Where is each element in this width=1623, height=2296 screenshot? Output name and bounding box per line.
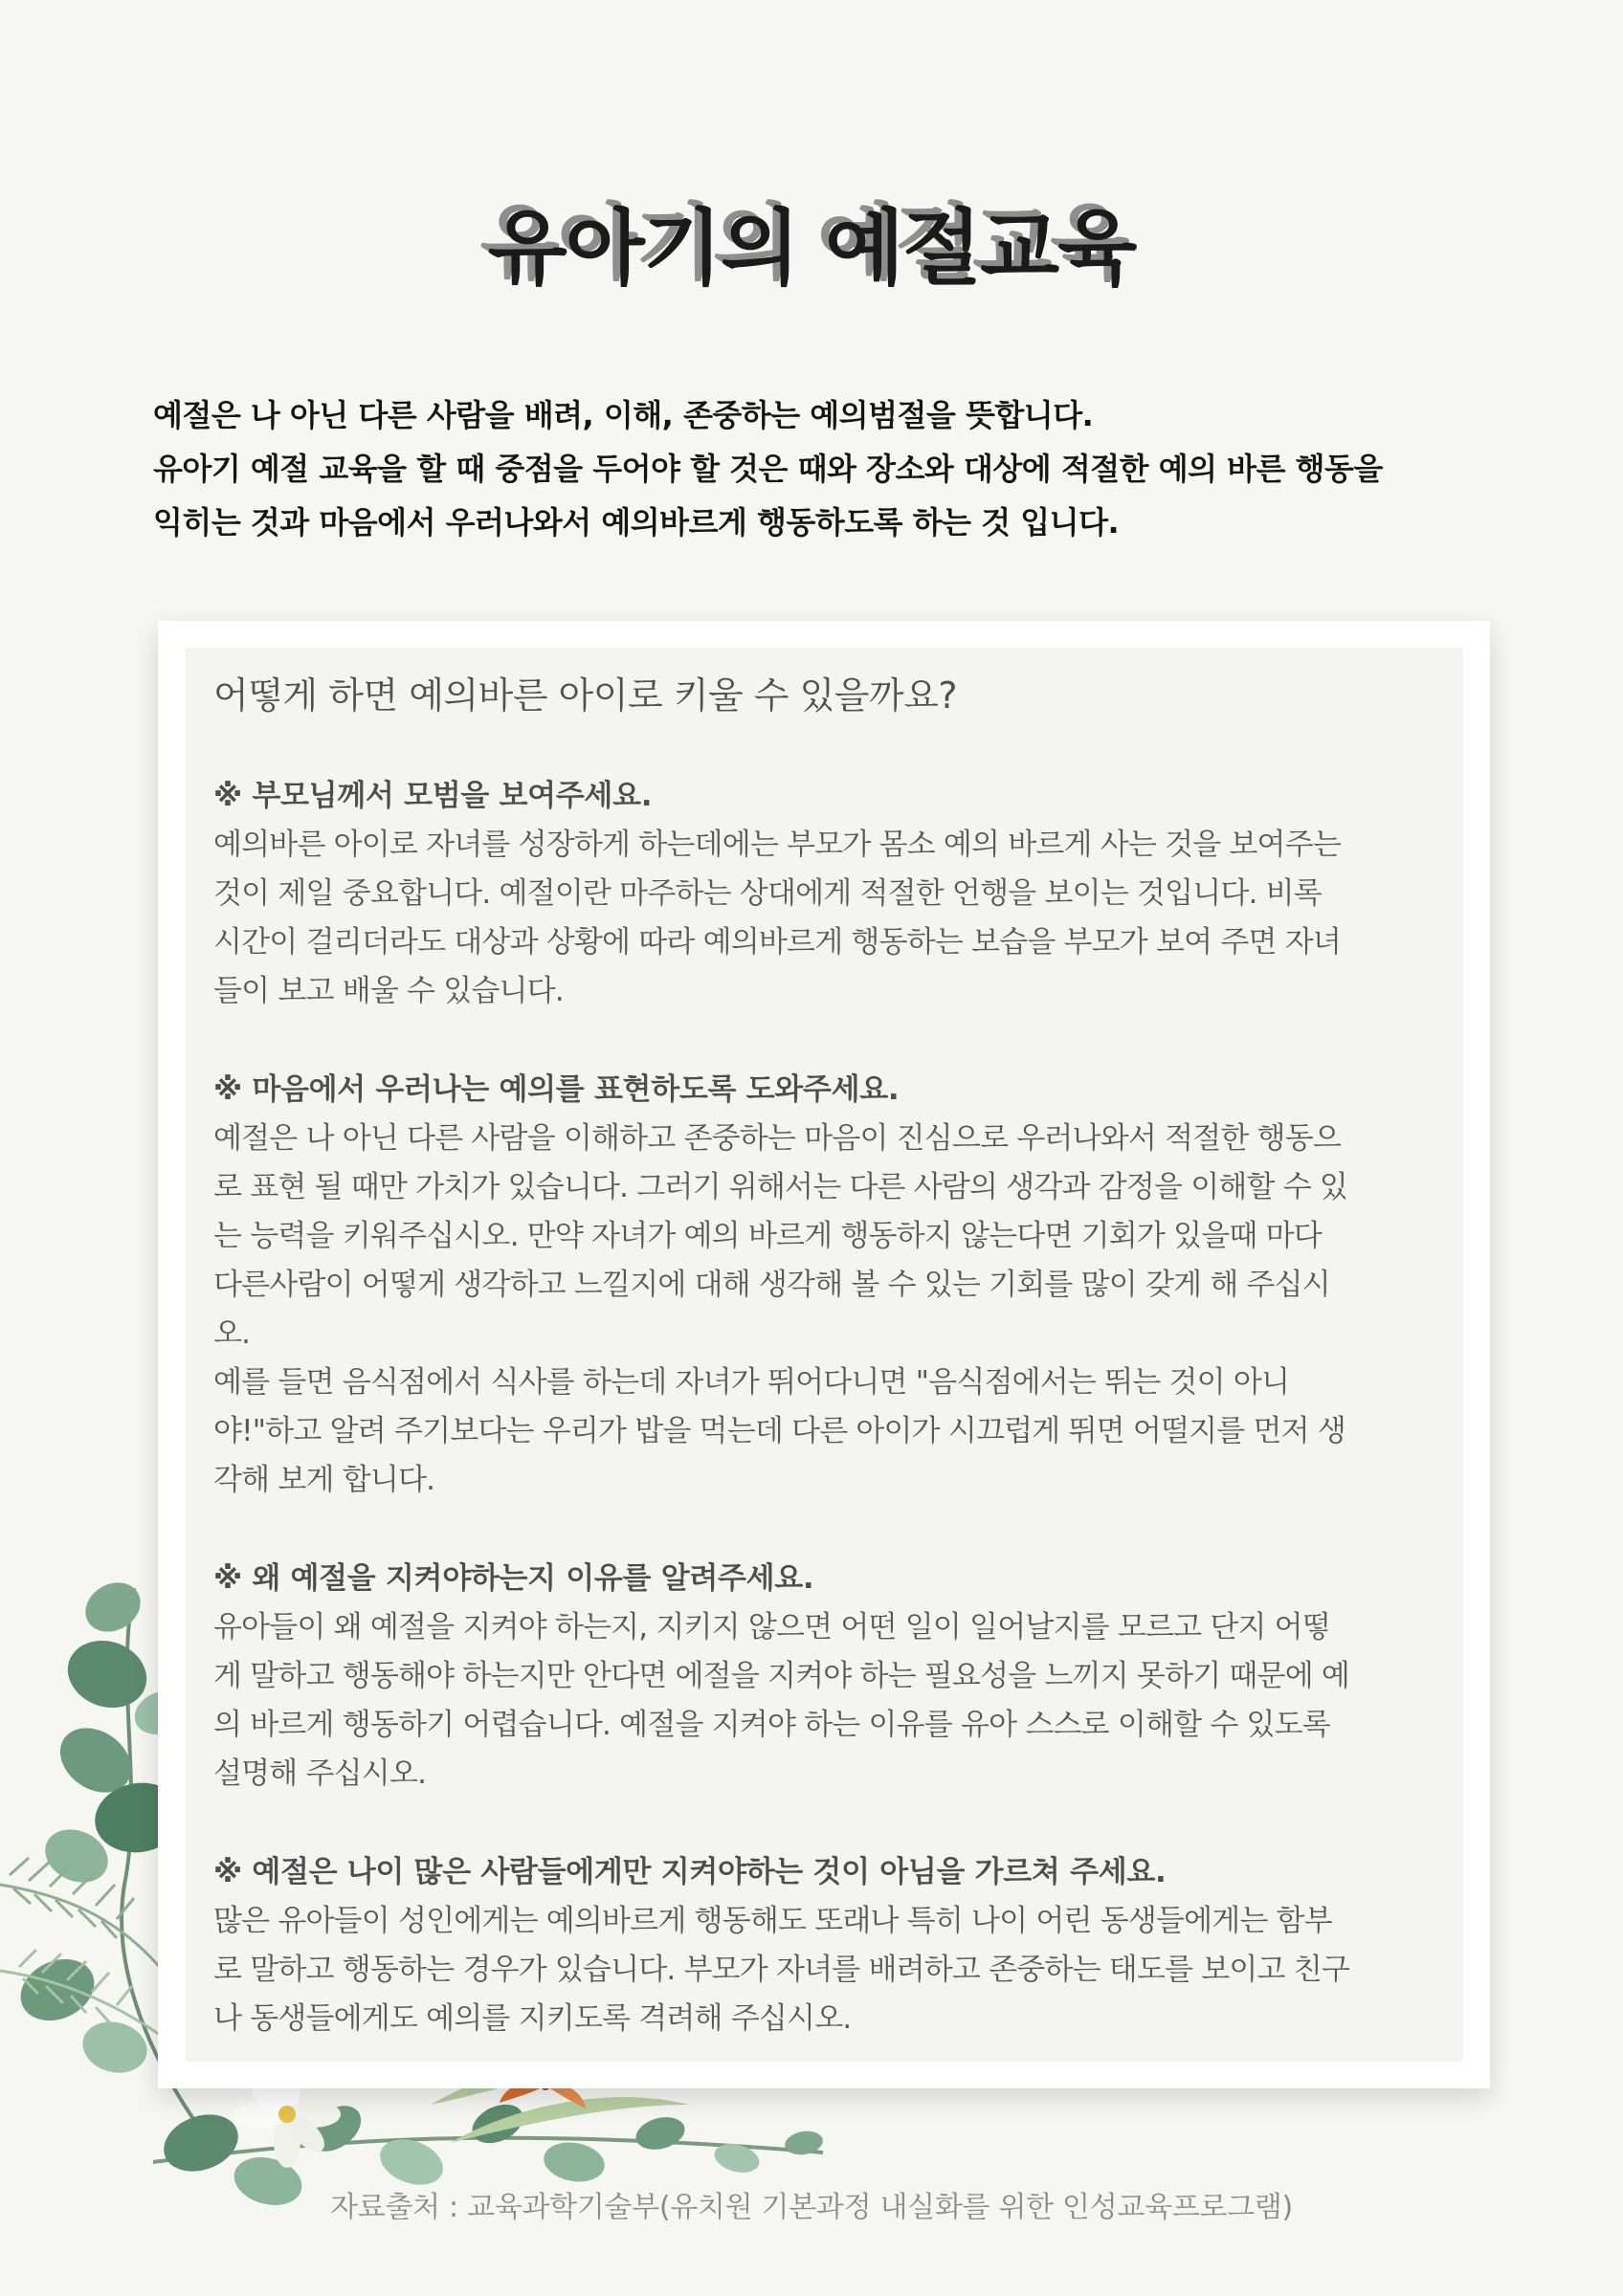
section-line: 예를 들면 음식점에서 식사를 하는데 자녀가 뛰어다니면 "음식점에서는 뛰는 것이 아니: [213, 1365, 1290, 1400]
source-footer: 자료출처 : 교육과학기술부(유치원 기본과정 내실화를 위한 인성교육프로그램): [330, 2191, 1293, 2224]
section-line: 는 능력을 키워주십시오. 만약 자녀가 예의 바르게 행동하지 않는다면 기회가 있을때 마다: [213, 1219, 1322, 1253]
section-line: 것이 제일 중요합니다. 예절이란 마주하는 상대에게 적절한 언행을 보이는 것입니다. 비록: [213, 876, 1322, 911]
intro-line: 익히는 것과 마음에서 우러나와서 예의바르게 행동하도록 하는 것 입니다.: [153, 504, 1120, 541]
section-line: 들이 보고 배울 수 있습니다.: [213, 974, 564, 1008]
section-line: 예절은 나 아닌 다른 사람을 이해하고 존중하는 마음이 진심으로 우러나와서 적절한 행동으: [213, 1121, 1341, 1156]
section-line: 설명해 주십시오.: [213, 1756, 427, 1791]
section-line: 시간이 걸리더라도 대상과 상황에 따라 예의바르게 행동하는 보습을 부모가 보여 주면 자녀: [213, 925, 1341, 960]
section-line: 게 말하고 행동해야 하는지만 안다면 에절을 지켜야 하는 필요성을 느끼지 못하기 때문에 예: [213, 1659, 1350, 1693]
card-heading: 어떻게 하면 예의바른 아이로 키울 수 있을까요?: [213, 674, 958, 717]
section-line: 오.: [213, 1316, 251, 1351]
section-line: 많은 유아들이 성인에게는 예의바르게 행동해도 또래나 특히 나이 어린 동생들에게는 함부: [213, 1904, 1332, 1938]
section-title: ※ 마음에서 우러나는 예의를 표현하도록 도와주세요.: [213, 1072, 900, 1107]
section-line: 유아들이 왜 예절을 지켜야 하는지, 지키지 않으면 어떤 일이 일어날지를 모르고 단지 어떻: [213, 1610, 1330, 1645]
section-line: 예의바른 아이로 자녀를 성장하게 하는데에는 부모가 몸소 예의 바르게 사는 것을 보여주는: [213, 828, 1341, 862]
intro-line: 예절은 나 아닌 다른 사람을 배려, 이해, 존중하는 예의범절을 뜻합니다.: [153, 397, 1094, 433]
section-line: 다른사람이 어떻게 생각하고 느낄지에 대해 생각해 볼 수 있는 기회를 많이 갖게 해 주십시: [213, 1268, 1330, 1302]
section-title: ※ 왜 예절을 지켜야하는지 이유를 알려주세요.: [213, 1561, 814, 1596]
intro-line: 유아기 예절 교육을 할 때 중점을 두어야 할 것은 때와 장소와 대상에 적절한 예의 바른 행동을: [153, 451, 1383, 487]
section-title: ※ 예절은 나이 많은 사람들에게만 지켜야하는 것이 아님을 가르쳐 주세요.: [213, 1855, 1167, 1889]
section-explain-reason: [213, 1555, 1463, 1799]
section-line: 나 동생들에게도 예의를 지키도록 격려해 주십시오.: [213, 2001, 852, 2036]
section-parent-model: [213, 772, 1463, 1016]
content-card-inner: [185, 648, 1463, 2062]
section-not-only-elders: [213, 1848, 1463, 2043]
section-line: 로 말하고 행동하는 경우가 있습니다. 부모가 자녀를 배려하고 존중하는 태도를 보이고 친구: [213, 1953, 1350, 1987]
page-title: 유아기의 예절교육: [487, 201, 1136, 297]
section-line: 야!"하고 알려 주기보다는 우리가 밥을 먹는데 다른 아이가 시끄럽게 뛰면 어떨지를 먼저 생: [213, 1414, 1345, 1448]
section-express-courtesy: [213, 1066, 1463, 1505]
section-line: 로 표현 될 때만 가치가 있습니다. 그러기 위해서는 다른 사람의 생각과 감정을 이해할 수 있: [213, 1170, 1348, 1204]
section-title: ※ 부모님께서 모범을 보여주세요.: [213, 779, 653, 813]
content-card: [158, 621, 1490, 2088]
section-line: 의 바르게 행동하기 어렵습니다. 예절을 지켜야 하는 이유를 유아 스스로 이해할 수 있도록: [213, 1708, 1330, 1742]
section-line: 각해 보게 합니다.: [213, 1463, 435, 1497]
intro-paragraph: [153, 388, 1493, 549]
